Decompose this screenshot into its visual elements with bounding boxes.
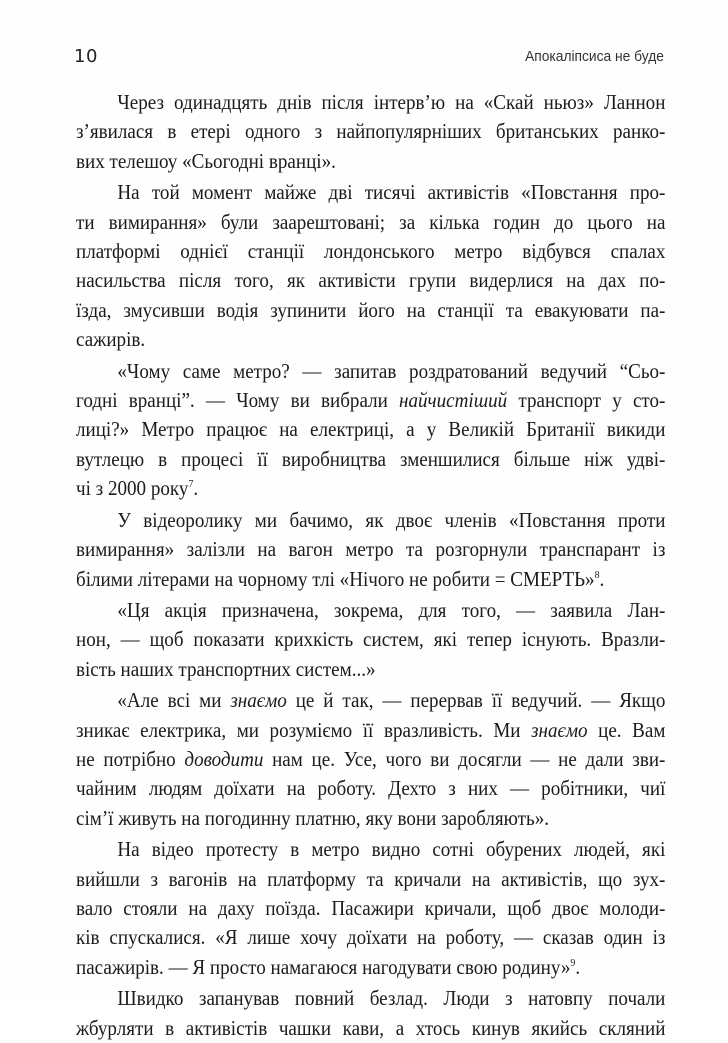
text-line: ків спускалися. «Я лише хочу доїхати на роботу, — сказав один із <box>76 925 666 950</box>
text-run: це й так, — перервав її ведучий. — Якщо <box>286 688 666 713</box>
text-line: жбурляти в активістів чашки кави, а хтось кинув якийсь скляний <box>76 1015 666 1040</box>
paragraph <box>76 686 666 833</box>
text-line: насильства після того, як активісти групи видерлися на дах по- <box>76 268 666 293</box>
text-line: На відео протесту в метро видно сотні обурених людей, які <box>117 837 666 862</box>
text-line: вутлецю в процесі її виробництва зменшилися більше ніж удві- <box>76 446 666 471</box>
text-line: Через одинадцять днів після інтерв’ю на «Скай ньюз» Ланнон <box>117 90 666 114</box>
text-run: пасажирів. — Я просто намагаюся нагодувати свою родину» <box>76 954 571 979</box>
text-line: чайним людям доїхати на роботу. Дехто з них — робітники, чиї <box>76 776 666 801</box>
text-line: вало стояли на даху поїзда. Пасажири кричали, щоб двоє молоди- <box>76 895 666 920</box>
page-number: 10 <box>74 46 98 67</box>
emphasis: найчистіший <box>399 388 508 413</box>
paragraph <box>76 835 666 982</box>
text-line: сажирів. <box>76 327 146 352</box>
text-line: з’явилася в етері одного з найпопулярніших британських ранко- <box>76 119 666 144</box>
text-run: годні вранці”. — Чому ви вибрали <box>76 388 400 413</box>
text-line <box>76 953 665 982</box>
text-line <box>76 474 665 503</box>
text-line: ти вимирання» були заарештовані; за кілька годин до цього на <box>76 209 666 234</box>
text-run: «Але всі ми <box>117 688 231 713</box>
emphasis: доводити <box>184 746 264 771</box>
text-run: . <box>575 954 581 979</box>
text-line <box>76 686 665 715</box>
paragraph <box>76 596 666 684</box>
text-line: лиці?» Метро працює на електриці, а у Великій Британії викиди <box>76 417 666 442</box>
text-line: вийшли з вагонів на платформу та кричали на активістів, що зух- <box>76 866 666 891</box>
text-run: не потрібно <box>76 746 185 771</box>
body-text <box>76 88 666 1043</box>
paragraph <box>76 357 666 504</box>
text-run: нам це. Усе, чого ви досягли — не дали зви- <box>263 746 666 771</box>
text-run: . <box>599 566 605 591</box>
text-line: вимирання» залізли на вагон метро та розгорнули транспарант із <box>76 537 666 562</box>
text-line: «Ця акція призначена, зокрема, для того, — заявила Лан- <box>117 597 666 622</box>
text-line: нон, — щоб показати крихкість систем, які тепер існують. Вразли- <box>76 627 666 652</box>
footnote-ref[interactable]: 9 <box>570 956 576 969</box>
text-line: вість наших транспортних систем...» <box>76 656 376 681</box>
text-line: «Чому саме метро? — запитав роздратований ведучий “Сьо- <box>117 358 666 383</box>
text-run: зникає електрика, ми розуміємо її вразливість. Ми <box>76 717 532 742</box>
text-line <box>76 716 665 745</box>
text-run: транспорт у сто- <box>507 388 666 413</box>
footnote-ref[interactable]: 7 <box>188 478 194 491</box>
paragraph <box>76 178 666 354</box>
footnote-ref[interactable]: 8 <box>594 568 600 581</box>
text-line: У відеоролику ми бачимо, як двоє членів «Повстання проти <box>117 507 666 532</box>
text-line: платформі однієї станції лондонського метро відбувся спалах <box>76 239 666 264</box>
text-line: сім’ї живуть на погодинну платню, яку вони заробляють». <box>76 805 550 830</box>
text-run: . <box>193 476 199 501</box>
text-line <box>76 565 665 594</box>
text-line: Швидко запанував повний безлад. Люди з натовпу почали <box>117 986 666 1011</box>
text-line <box>76 386 665 415</box>
emphasis: знаємо <box>531 717 588 742</box>
paragraph <box>76 984 666 1043</box>
text-run: білими літерами на чорному тлі «Нічого не робити = СМЕРТЬ» <box>76 566 595 591</box>
paragraph <box>76 88 666 176</box>
running-title: Апокаліпсиса не буде <box>525 48 664 65</box>
emphasis: знаємо <box>230 688 287 713</box>
text-line: вих телешоу «Сьогодні вранці». <box>76 148 336 173</box>
text-line <box>76 745 665 774</box>
text-run: чі з 2000 року <box>76 476 189 501</box>
text-line: На той момент майже дві тисячі активістів «Повстання про- <box>117 180 666 205</box>
paragraph <box>76 506 666 594</box>
text-line: їзда, змусивши водія зупинити його на станції та евакуювати па- <box>76 297 666 322</box>
text-run: це. Вам <box>587 717 666 742</box>
